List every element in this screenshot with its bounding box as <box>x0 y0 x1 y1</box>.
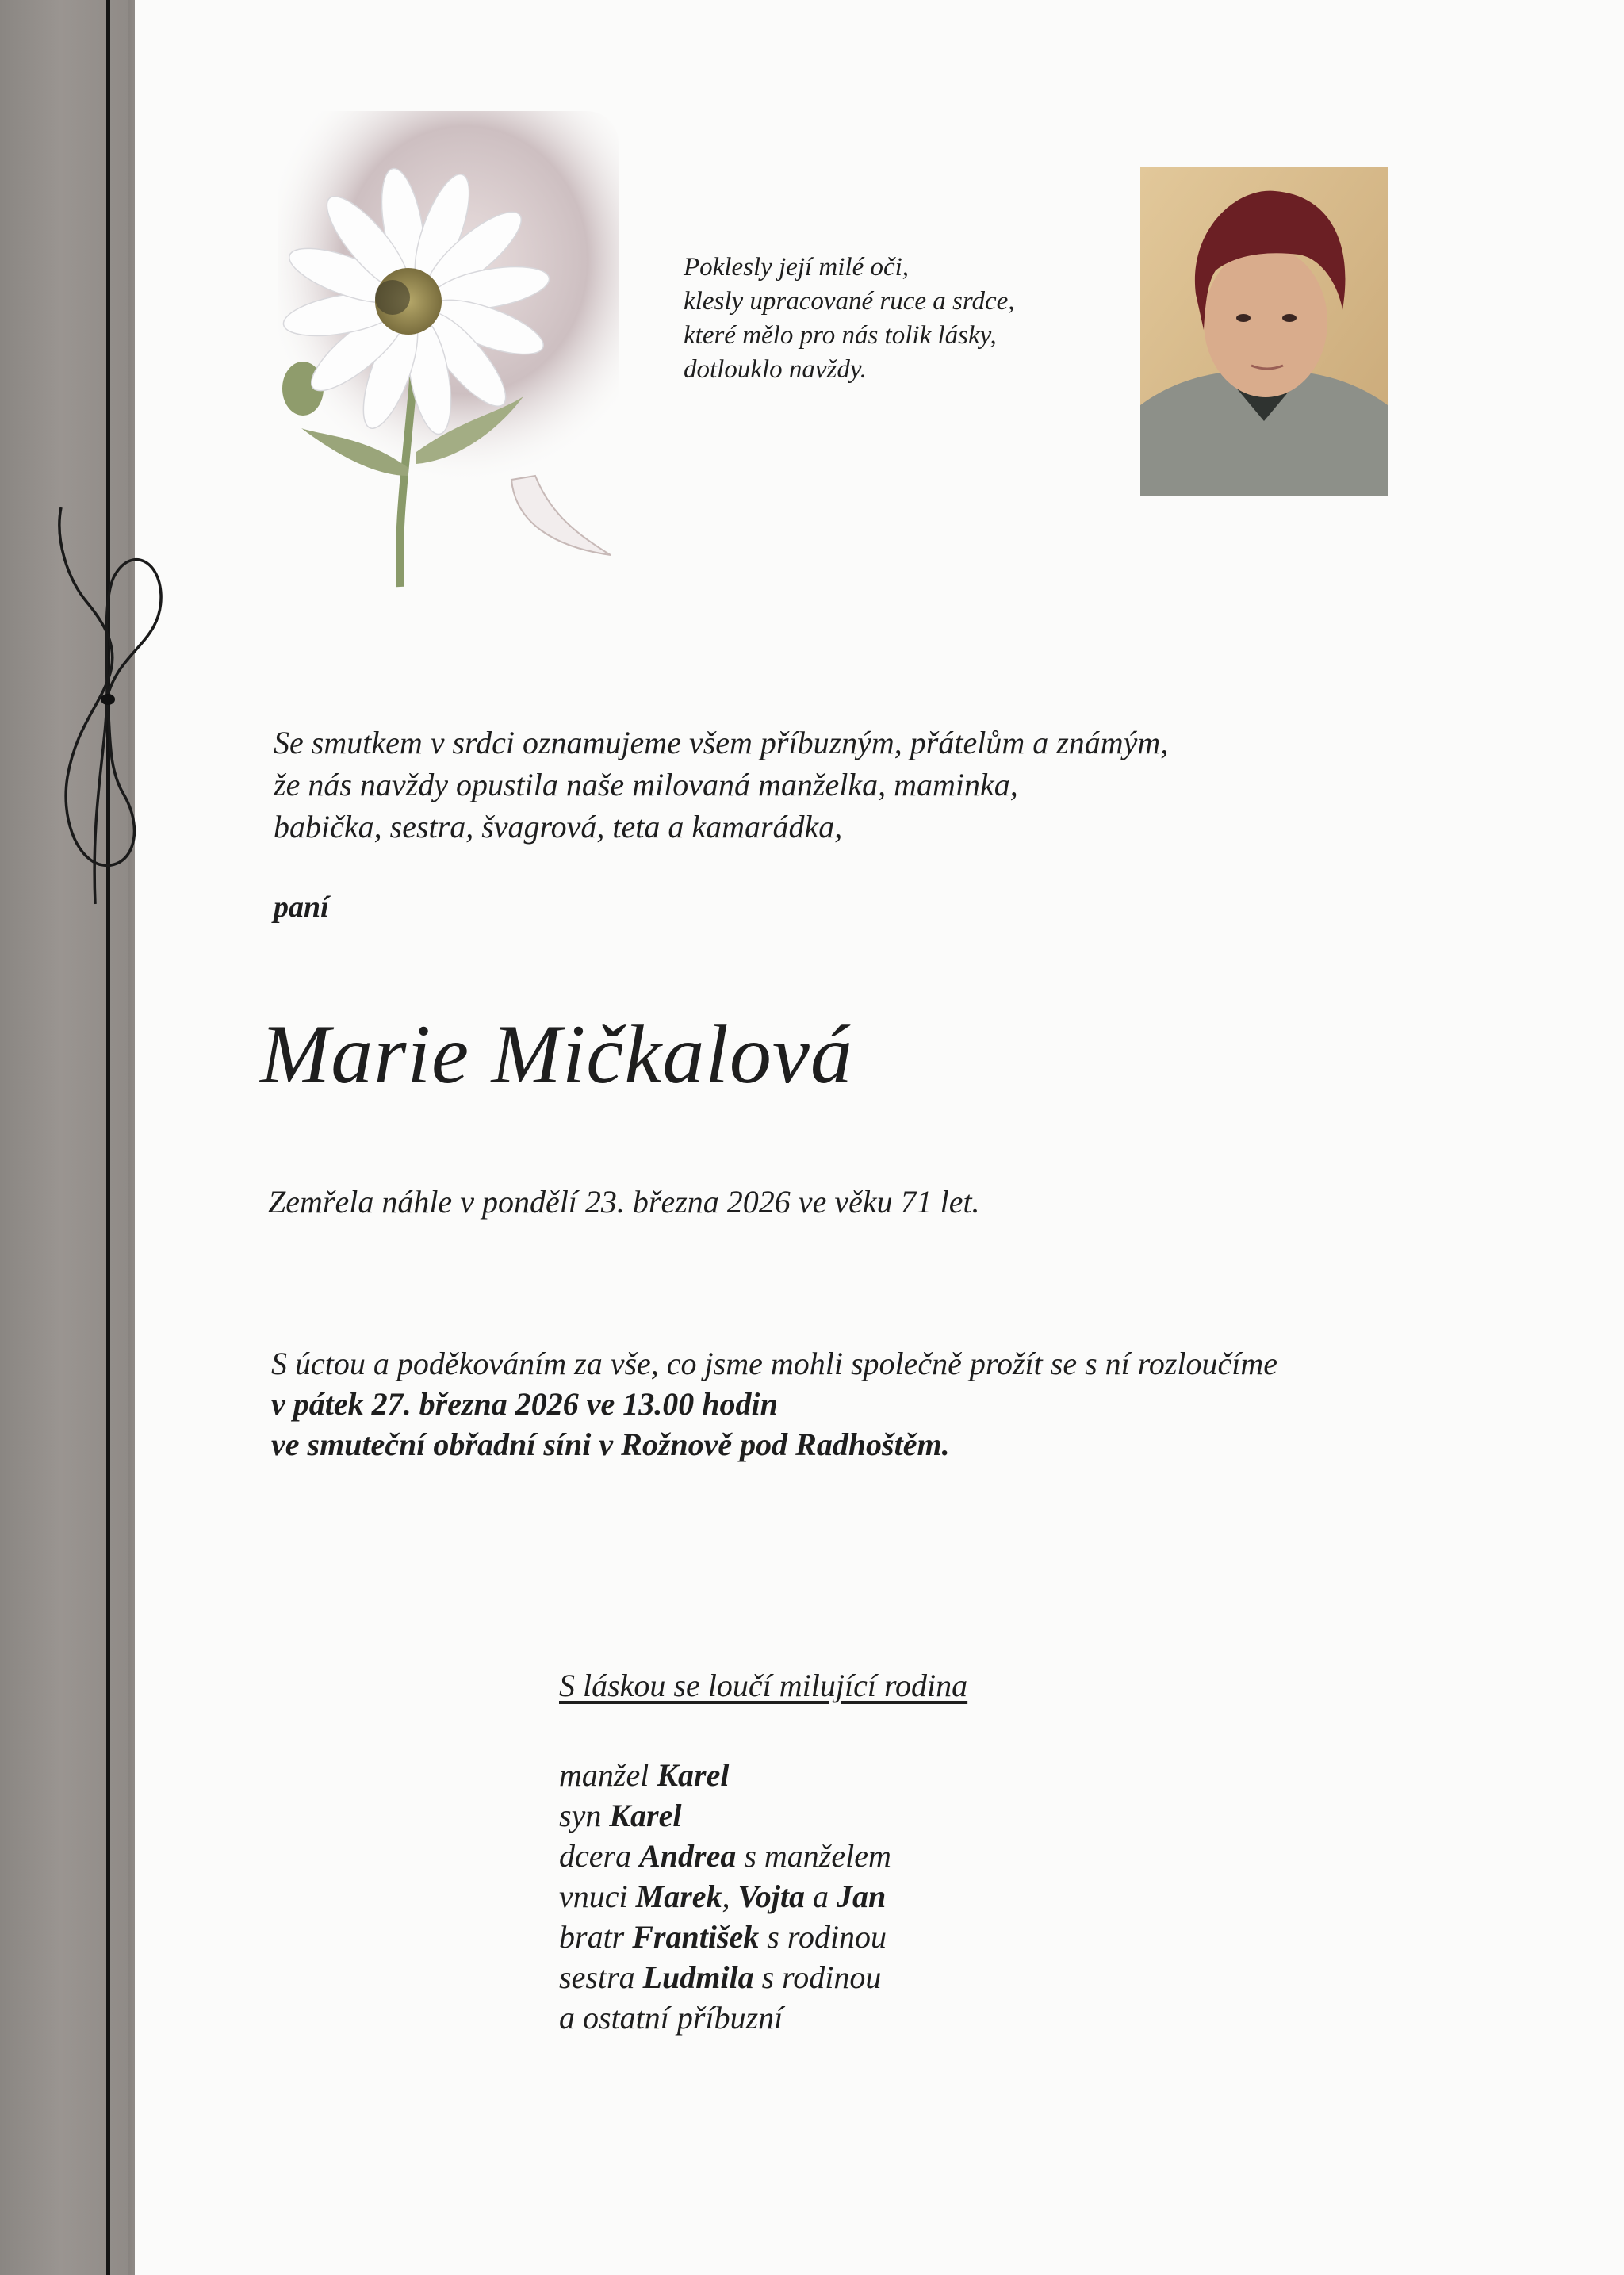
decorative-sidebar <box>0 0 135 2275</box>
farewell-text <box>271 1343 1277 1465</box>
family-member: dcera Andrea s manželem <box>559 1838 891 1874</box>
title-word: paní <box>274 890 329 924</box>
funeral-place: ve smuteční obřadní síni v Rožnově pod Radhoštěm. <box>271 1427 950 1462</box>
poem-line: Poklesly její milé oči, <box>684 253 910 282</box>
family-list <box>559 1755 891 2038</box>
portrait-photo <box>1140 167 1388 496</box>
ribbon-bow-icon <box>44 492 170 920</box>
announcement-line: že nás navždy opustila naše milovaná manželka, maminka, <box>274 767 1018 802</box>
deceased-name: Marie Mičkalová <box>260 1008 853 1101</box>
death-info: Zemřela náhle v pondělí 23. března 2026 ve věku 71 let. <box>268 1184 980 1220</box>
funeral-date: v pátek 27. března 2026 ve 13.00 hodin <box>271 1386 778 1422</box>
daisy-flower-image <box>238 103 634 595</box>
family-member: a ostatní příbuzní <box>559 2000 783 2036</box>
poem-line: klesly upracované ruce a srdce, <box>684 287 1015 316</box>
family-member: vnuci Marek, Vojta a Jan <box>559 1879 887 1914</box>
poem-line: které mělo pro nás tolik lásky, <box>684 321 997 350</box>
farewell-line: S úctou a poděkováním za vše, co jsme mohli společně prožít se s ní rozloučíme <box>271 1346 1278 1381</box>
announcement-line: babička, sestra, švagrová, teta a kamarádka, <box>274 809 843 845</box>
announcement-line: Se smutkem v srdci oznamujeme všem příbuzným, přátelům a známým, <box>274 725 1169 760</box>
family-member: bratr František s rodinou <box>559 1919 887 1955</box>
memorial-poem <box>684 251 1015 387</box>
family-member: syn Karel <box>559 1798 682 1833</box>
vertical-black-line <box>106 0 110 2275</box>
family-member: sestra Ludmila s rodinou <box>559 1959 882 1995</box>
family-member: manžel Karel <box>559 1757 730 1793</box>
family-heading: S láskou se loučí milující rodina <box>559 1668 968 1703</box>
announcement-text <box>274 722 1168 848</box>
poem-line: dotlouklo navždy. <box>684 355 867 384</box>
